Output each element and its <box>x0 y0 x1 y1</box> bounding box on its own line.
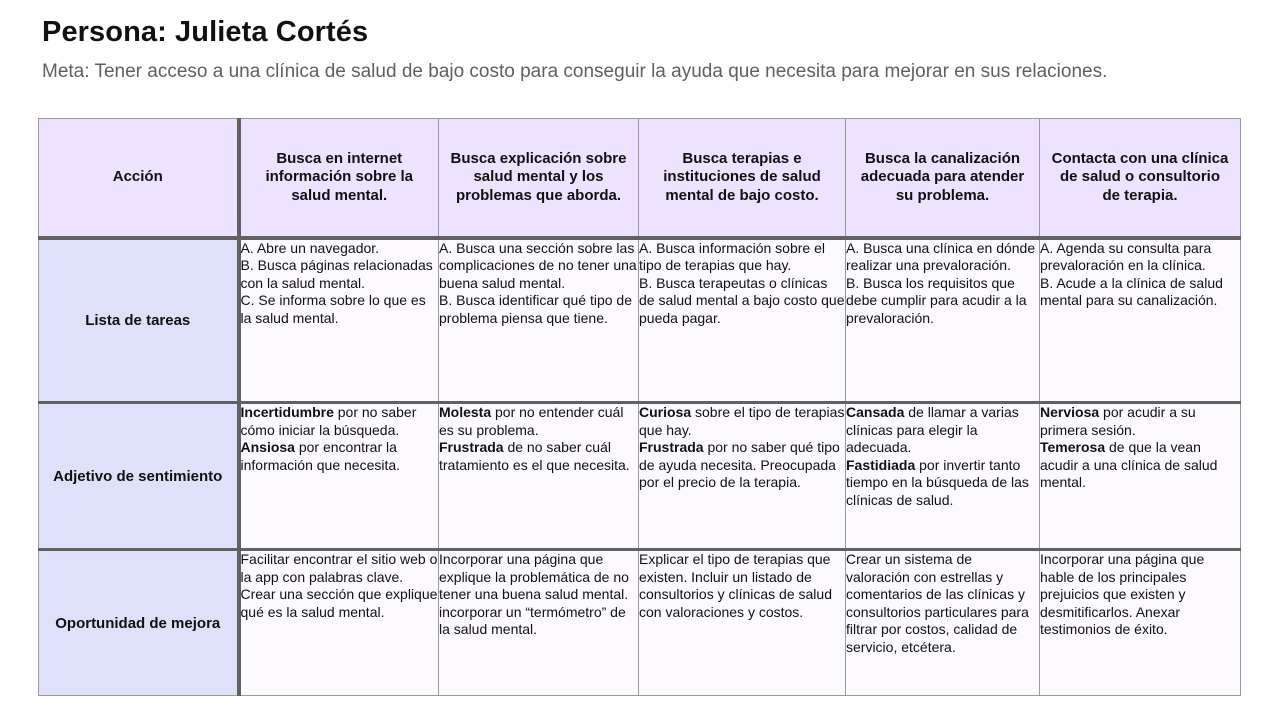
feeling-adjective: Frustrada <box>439 439 504 455</box>
feeling-adjective: Ansiosa <box>240 439 295 455</box>
opportunity-cell: Facilitar encontrar el sitio web o la app con palabras clave. Crear una sección que explique qué es la salud mental. <box>239 550 439 696</box>
feeling-adjective: Molesta <box>439 404 492 420</box>
task-item: B. Busca identificar qué tipo de problema piensa que tiene. <box>439 292 633 326</box>
feeling-entry <box>439 404 638 439</box>
feeling-adjective: Frustrada <box>639 439 704 455</box>
task-item: A. Abre un navegador. <box>240 239 380 256</box>
row-header-opportunities <box>39 550 239 696</box>
feeling-entry <box>241 404 439 439</box>
feeling-entry <box>639 404 845 439</box>
feeling-text: por no entender cuál es su problema. <box>439 404 624 438</box>
task-cell <box>239 238 439 403</box>
task-item: B. Acude a la clínica de salud mental para su canalización. <box>1040 274 1223 308</box>
feeling-cell <box>846 403 1040 550</box>
stage-header-5 <box>1040 119 1241 238</box>
corner-header <box>39 119 239 238</box>
row-label-feelings: Adjetivo de sentimiento <box>53 467 223 485</box>
feeling-cell <box>439 403 639 550</box>
row-label-tasks: Lista de tareas <box>85 311 191 329</box>
task-item: B. Busca los requisitos que debe cumplir para acudir a la prevaloración. <box>846 274 1027 326</box>
stage-label: Busca en internet información sobre la salud mental. <box>265 149 414 204</box>
feeling-entry <box>1040 439 1240 492</box>
journey-map-table <box>38 118 1241 696</box>
feeling-text: por invertir tanto tiempo en la búsqueda de las clínicas de salud. <box>846 456 1029 508</box>
feeling-adjective: Curiosa <box>639 404 692 420</box>
persona-title: Persona: Julieta Cortés <box>42 16 369 48</box>
task-item: B. Busca páginas relacionadas con la salud mental. <box>240 257 433 291</box>
feeling-adjective: Temerosa <box>1040 439 1106 455</box>
feeling-adjective: Nerviosa <box>1040 404 1100 420</box>
feeling-adjective: Fastidiada <box>846 456 916 473</box>
feeling-text: de que la vean acudir a una clínica de salud mental. <box>1040 439 1218 490</box>
opportunity-cell: Incorporar una página que hable de los principales prejuicios que existen y desmitificarlos. Anexar testimonios de éxito. <box>1040 550 1241 696</box>
row-header-feelings <box>39 403 239 550</box>
feeling-cell <box>639 403 846 550</box>
feeling-entry <box>1040 404 1240 439</box>
feeling-entry <box>846 404 1039 457</box>
feeling-entry <box>241 439 439 474</box>
task-item: A. Busca una sección sobre las complicaciones de no tener una buena salud mental. <box>439 239 637 291</box>
feeling-cell <box>1040 403 1241 550</box>
stage-label: Contacta con una clínica de salud o consultorio de terapia. <box>1051 149 1229 204</box>
feeling-text: por no saber cómo iniciar la búsqueda. <box>240 404 417 438</box>
feeling-cell <box>239 403 439 550</box>
feeling-entry <box>439 439 638 474</box>
stage-header-3 <box>639 119 846 238</box>
feeling-adjective: Incertidumbre <box>240 404 334 420</box>
stage-label: Busca la canalización adecuada para atender su problema. <box>860 149 1025 204</box>
task-cell <box>639 238 846 403</box>
corner-label: Acción <box>112 168 163 185</box>
feeling-text: por encontrar la información que necesita. <box>240 439 401 473</box>
stage-header-1 <box>239 119 439 238</box>
feeling-adjective: Cansada <box>846 404 905 420</box>
feeling-text: por no saber qué tipo de ayuda necesita. Preocupada por el precio de la terapia. <box>639 439 840 490</box>
row-label-opportunities: Oportunidad de mejora <box>55 614 221 632</box>
task-item: A. Agenda su consulta para prevaloración en la clínica. <box>1040 239 1212 273</box>
stage-label: Busca terapias e instituciones de salud mental de bajo costo. <box>663 149 821 204</box>
persona-goal: Meta: Tener acceso a una clínica de salud de bajo costo para conseguir la ayuda que necesita para mejorar en sus relaciones. <box>42 61 1108 82</box>
feeling-text: de llamar a varias clínicas para elegir la adecuada. <box>846 404 1019 455</box>
task-item: B. Busca terapeutas o clínicas de salud mental a bajo costo que pueda pagar. <box>639 274 845 326</box>
stage-header-2 <box>439 119 639 238</box>
opportunity-cell: Incorporar una página que explique la problemática de no tener una buena salud mental. incorporar un “termómetro” de la salud mental. <box>439 550 639 696</box>
task-cell <box>846 238 1040 403</box>
task-cell <box>1040 238 1241 403</box>
row-header-tasks <box>39 238 239 403</box>
feeling-entry <box>846 457 1039 510</box>
task-item: C. Se informa sobre lo que es la salud mental. <box>240 292 426 326</box>
opportunity-cell: Crear un sistema de valoración con estrellas y comentarios de las clínicas y consultorios particulares para filtrar por costos, calidad de servicio, etcétera. <box>846 550 1040 696</box>
task-item: A. Busca información sobre el tipo de terapias que hay. <box>639 239 825 273</box>
feeling-text: por acudir a su primera sesión. <box>1040 404 1196 438</box>
feeling-text: sobre el tipo de terapias que hay. <box>639 404 845 438</box>
feeling-entry <box>639 439 845 492</box>
opportunity-cell: Explicar el tipo de terapias que existen. Incluir un listado de consultorios y clínicas de salud con valoraciones y costos. <box>639 550 846 696</box>
stage-label: Busca explicación sobre salud mental y los problemas que aborda. <box>450 149 627 204</box>
task-cell <box>439 238 639 403</box>
feeling-text: de no saber cuál tratamiento es el que necesita. <box>439 439 630 473</box>
stage-header-4 <box>846 119 1040 238</box>
task-item: A. Busca una clínica en dónde realizar una prevaloración. <box>846 239 1036 273</box>
